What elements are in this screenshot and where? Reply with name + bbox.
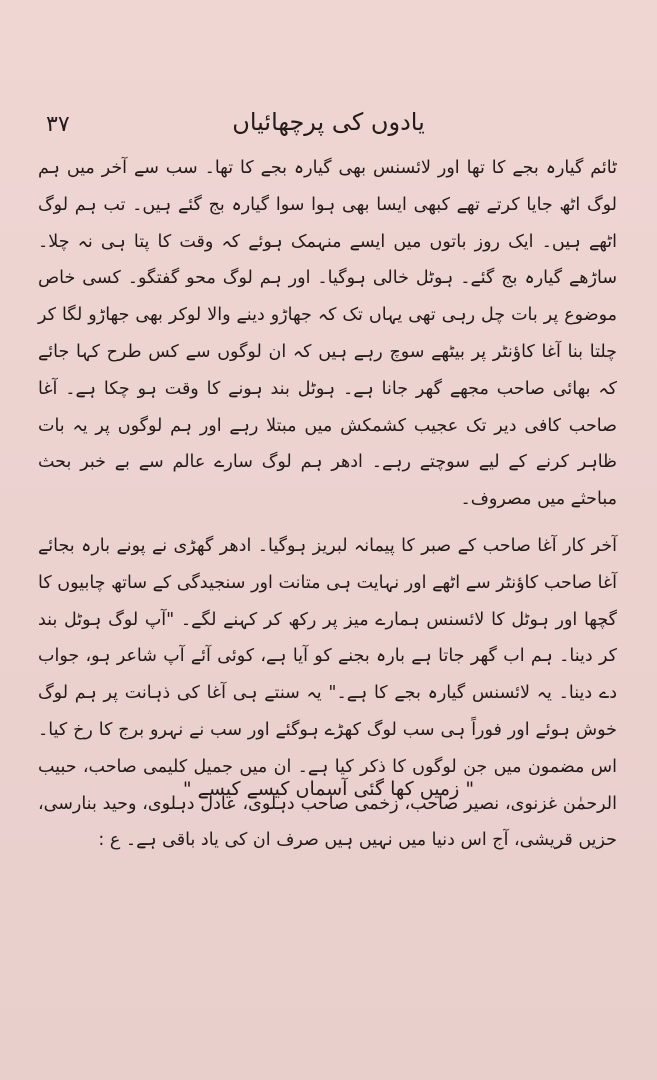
paragraph: ٹائم گیارہ بجے کا تھا اور لائسنس بھی گیارہ بجے کا تھا۔ سب سے آخر میں ہم لوگ اٹھ جایا کرتے تھے کبھی ایسا بھی ہوا سوا گیارہ بج گئے ہیں۔ تب ہم لوگ اٹھے ہیں۔ ایک روز باتوں میں ایسے منہمک ہوئے کہ وقت کا پتا ہی نہ چلا۔ ساڑھے گیارہ بج گئے۔ ہوٹل خالی ہوگیا۔ اور ہم لوگ محو گفتگو۔ کسی خاص موضوع پر بات چل رہی تھی یہاں تک کہ جھاڑو دینے والا لوکر بھی جھاڑو لگا کر چلتا بنا آغا کاؤنٹر پر بیٹھے سوچ رہے ہیں کہ ان لوگوں سے کس طرح کہا جائے کہ بھائی صاحب مجھے گھر جانا ہے۔ ہوٹل بند ہونے کا وقت ہو چکا ہے۔ آغا صاحب کافی دیر تک عجیب کشمکش میں مبتلا رہے اور ہم لوگوں پر یہ بات ظاہر کرنے کے لیے سوچتے رہے۔ ادھر ہم لوگ سارے عالم سے بے خبر بحث مباحثے میں مصروف۔ — [38, 158, 617, 510]
page-header — [38, 108, 619, 148]
page-number: ۳۷ — [46, 112, 70, 137]
running-title: یادوں کی پرچھائیاں — [232, 108, 425, 136]
verse-quote: " زمیں کھا گئی آسماں کیسے کیسے " — [182, 778, 475, 800]
paragraph: آخر کار آغا صاحب کے صبر کا پیمانہ لبریز ہوگیا۔ ادھر گھڑی نے پونے بارہ بجائے آغا صاحب کاؤنٹر سے اٹھے اور نہایت ہی متانت اور سنجیدگی کے ساتھ چابیوں کا گچھا اور ہوٹل کا لائسنس ہمارے میز پر رکھ کر کہنے لگے۔ "آپ لوگ ہوٹل بند کر دینا۔ ہم اب گھر جاتا ہے بارہ بجنے کو آیا ہے، کوئی آئے آپ شاعر ہو، جواب دے دینا۔ یہ لائسنس گیارہ بجے کا ہے۔" یہ سنتے ہی آغا کی ذہانت پر ہم لوگ خوش ہوئے اور فوراً ہی سب لوگ کھڑے ہوگئے اور سب نے نہرو برج کا رخ کیا۔ اس مضمون میں جن لوگوں کا ذکر کیا ہے۔ ان میں جمیل کلیمی صاحب، حبیب الرحمٰن غزنوی، نصیر صاحب، زخمی صاحب دہلوی، عادل دہلوی، وحید بنارسی، حزیں قریشی، آج اس دنیا میں نہیں ہیں صرف ان کی یاد باقی ہے۔ ع : — [38, 535, 617, 851]
paragraph-gap — [38, 518, 617, 528]
body-text — [38, 150, 617, 859]
